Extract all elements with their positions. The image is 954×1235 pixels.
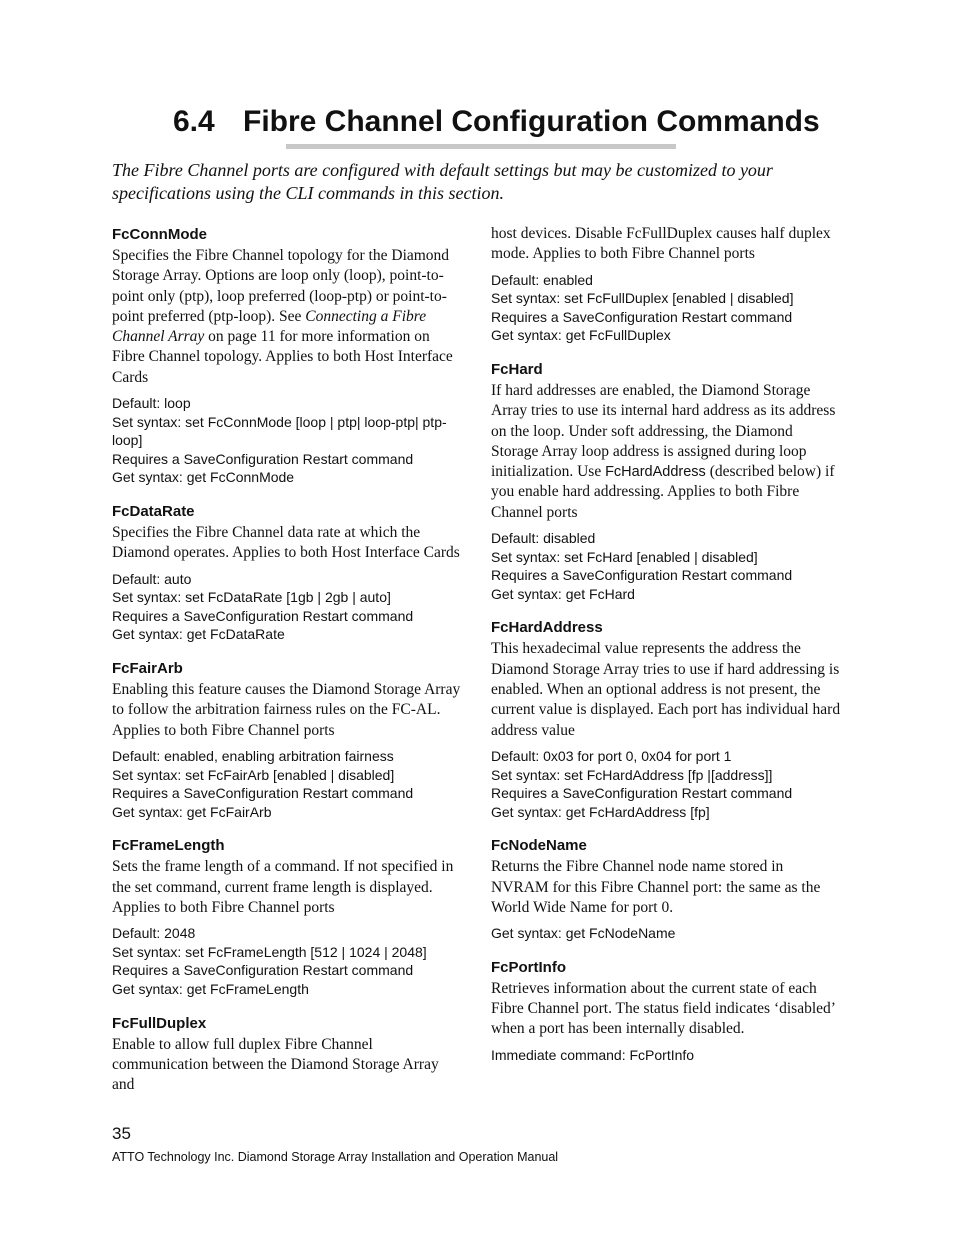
spec-get-syntax: Get syntax: get FcDataRate xyxy=(112,626,285,643)
section-intro: The Fibre Channel ports are configured with default settings but may be customized to your specifications using the CLI commands in this section. xyxy=(112,160,773,203)
spec-immediate-command: Immediate command: FcPortInfo xyxy=(491,1046,695,1063)
spec-get-syntax: Get syntax: get FcHardAddress [fp] xyxy=(491,803,710,820)
command-specs xyxy=(491,271,843,345)
spec-get-syntax: Get syntax: get FcNodeName xyxy=(491,925,676,942)
command-description: Enable to allow full duplex Fibre Channel communication between the Diamond Storage Array and xyxy=(112,1035,439,1094)
footer-text: ATTO Technology Inc. Diamond Storage Array Installation and Operation Manual xyxy=(112,1150,559,1164)
command-specs xyxy=(112,394,464,487)
command-specs xyxy=(112,570,464,644)
spec-get-syntax: Get syntax: get FcFairArb xyxy=(112,803,272,820)
command-fchardaddress xyxy=(491,617,843,821)
command-fcfullduplex xyxy=(112,1013,464,1096)
command-fcfairarb xyxy=(112,658,464,821)
left-column xyxy=(112,224,464,1109)
spec-set-syntax: Set syntax: set FcFullDuplex [enabled | disabled] xyxy=(491,290,794,307)
section-title-text: Fibre Channel Configuration Commands xyxy=(243,105,820,138)
spec-set-syntax: Set syntax: set FcConnMode [loop | ptp| loop-ptp| ptp-loop] xyxy=(112,413,447,449)
command-description: Returns the Fibre Channel node name stored in NVRAM for this Fibre Channel port: the same as the World Wide Name for port 0. xyxy=(491,858,821,916)
description-text: If hard addresses are enabled, the Diamond Storage Array tries to use its internal hard address as its address on the loop. Under soft addressing, the Diamond Storage Array loop address is assigned during loop initialization. Use xyxy=(491,381,836,481)
spec-requires: Requires a SaveConfiguration Restart command xyxy=(112,607,414,624)
spec-default: Default: 2048 xyxy=(112,925,196,942)
spec-default: Default: enabled xyxy=(491,271,593,288)
spec-default: Default: 0x03 for port 0, 0x04 for port 1 xyxy=(491,747,732,764)
spec-set-syntax: Set syntax: set FcHard [enabled | disabled] xyxy=(491,548,758,565)
spec-requires: Requires a SaveConfiguration Restart command xyxy=(112,450,414,467)
command-heading: FcFullDuplex xyxy=(112,1014,207,1032)
section-number: 6.4 xyxy=(173,105,215,138)
command-heading: FcFrameLength xyxy=(112,837,225,855)
spec-get-syntax: Get syntax: get FcHard xyxy=(491,585,635,602)
spec-set-syntax: Set syntax: set FcHardAddress [fp |[address]] xyxy=(491,766,773,783)
command-fchard xyxy=(491,359,843,603)
description-text: Specifies the Fibre Channel topology for the Diamond Storage Array. Options are loop only (loop), point-to-point only (ptp), loop preferred (loop-ptp) or point-to-point preferred (ptp-loop). See xyxy=(112,247,450,325)
command-heading: FcHard xyxy=(491,360,543,378)
section-title xyxy=(173,102,820,142)
command-description: Sets the frame length of a command. If not specified in the set command, current frame length is displayed. Applies to both Fibre Channel ports xyxy=(112,858,454,916)
command-fcnodename xyxy=(491,835,843,942)
command-description xyxy=(491,381,843,523)
command-specs xyxy=(491,924,843,943)
command-description: Retrieves information about the current state of each Fibre Channel port. The status field indicates ‘disabled’ when a port has been internally disabled. xyxy=(491,979,835,1038)
spec-requires: Requires a SaveConfiguration Restart command xyxy=(491,567,793,584)
command-heading: FcPortInfo xyxy=(491,958,566,976)
spec-requires: Requires a SaveConfiguration Restart command xyxy=(112,962,414,979)
right-column xyxy=(491,224,843,1078)
spec-requires: Requires a SaveConfiguration Restart command xyxy=(491,308,793,325)
command-fcfullduplex-continued xyxy=(491,224,843,345)
spec-get-syntax: Get syntax: get FcConnMode xyxy=(112,469,295,486)
spec-default: Default: loop xyxy=(112,395,191,412)
spec-get-syntax: Get syntax: get FcFullDuplex xyxy=(491,327,671,344)
command-description: Enabling this feature causes the Diamond Storage Array to follow the arbitration fairness rules on the FC-AL. Applies to both Fibre Channel ports xyxy=(112,681,461,739)
page-number: 35 xyxy=(112,1124,131,1143)
command-heading: FcHardAddress xyxy=(491,619,603,637)
spec-get-syntax: Get syntax: get FcFrameLength xyxy=(112,980,309,997)
spec-set-syntax: Set syntax: set FcDataRate [1gb | 2gb | auto] xyxy=(112,589,391,606)
command-fcconnmode xyxy=(112,224,464,487)
spec-requires: Requires a SaveConfiguration Restart command xyxy=(112,785,414,802)
cross-reference: Connecting a Fibre Channel Array xyxy=(112,307,427,346)
command-specs xyxy=(491,1046,843,1065)
spec-default: Default: auto xyxy=(112,570,192,587)
spec-set-syntax: Set syntax: set FcFairArb [enabled | disabled] xyxy=(112,766,395,783)
command-specs xyxy=(112,747,464,821)
command-description xyxy=(112,246,464,388)
command-description: Specifies the Fibre Channel data rate at which the Diamond operates. Applies to both Host Interface Cards xyxy=(112,524,460,562)
command-heading: FcDataRate xyxy=(112,503,195,521)
spec-default: Default: enabled, enabling arbitration fairness xyxy=(112,747,394,764)
command-heading: FcFairArb xyxy=(112,660,183,678)
command-fcdatarate xyxy=(112,501,464,644)
command-fcframelength xyxy=(112,835,464,998)
spec-default: Default: disabled xyxy=(491,530,596,547)
command-specs xyxy=(112,924,464,998)
spec-set-syntax: Set syntax: set FcFrameLength [512 | 1024 | 2048] xyxy=(112,943,427,960)
description-text: (described below) if you enable hard addressing. Applies to both Fibre Channel ports xyxy=(491,463,835,521)
spec-requires: Requires a SaveConfiguration Restart command xyxy=(491,785,793,802)
command-fcportinfo xyxy=(491,957,843,1064)
description-text: on page 11 for more information on Fibre Channel topology. Applies to both Host Interface Cards xyxy=(112,328,453,386)
command-heading: FcConnMode xyxy=(112,226,207,243)
inline-command-name: FcHardAddress xyxy=(605,464,706,481)
command-description: host devices. Disable FcFullDuplex causes half duplex mode. Applies to both Fibre Channel ports xyxy=(491,225,831,263)
command-description: This hexadecimal value represents the address the Diamond Storage Array tries to use if hard addressing is enabled. When an optional address is not present, the current value is displayed. Each port has individual hard address value xyxy=(491,640,841,739)
title-underline xyxy=(286,144,676,149)
command-specs xyxy=(491,529,843,603)
command-specs xyxy=(491,747,843,821)
command-heading: FcNodeName xyxy=(491,837,587,855)
